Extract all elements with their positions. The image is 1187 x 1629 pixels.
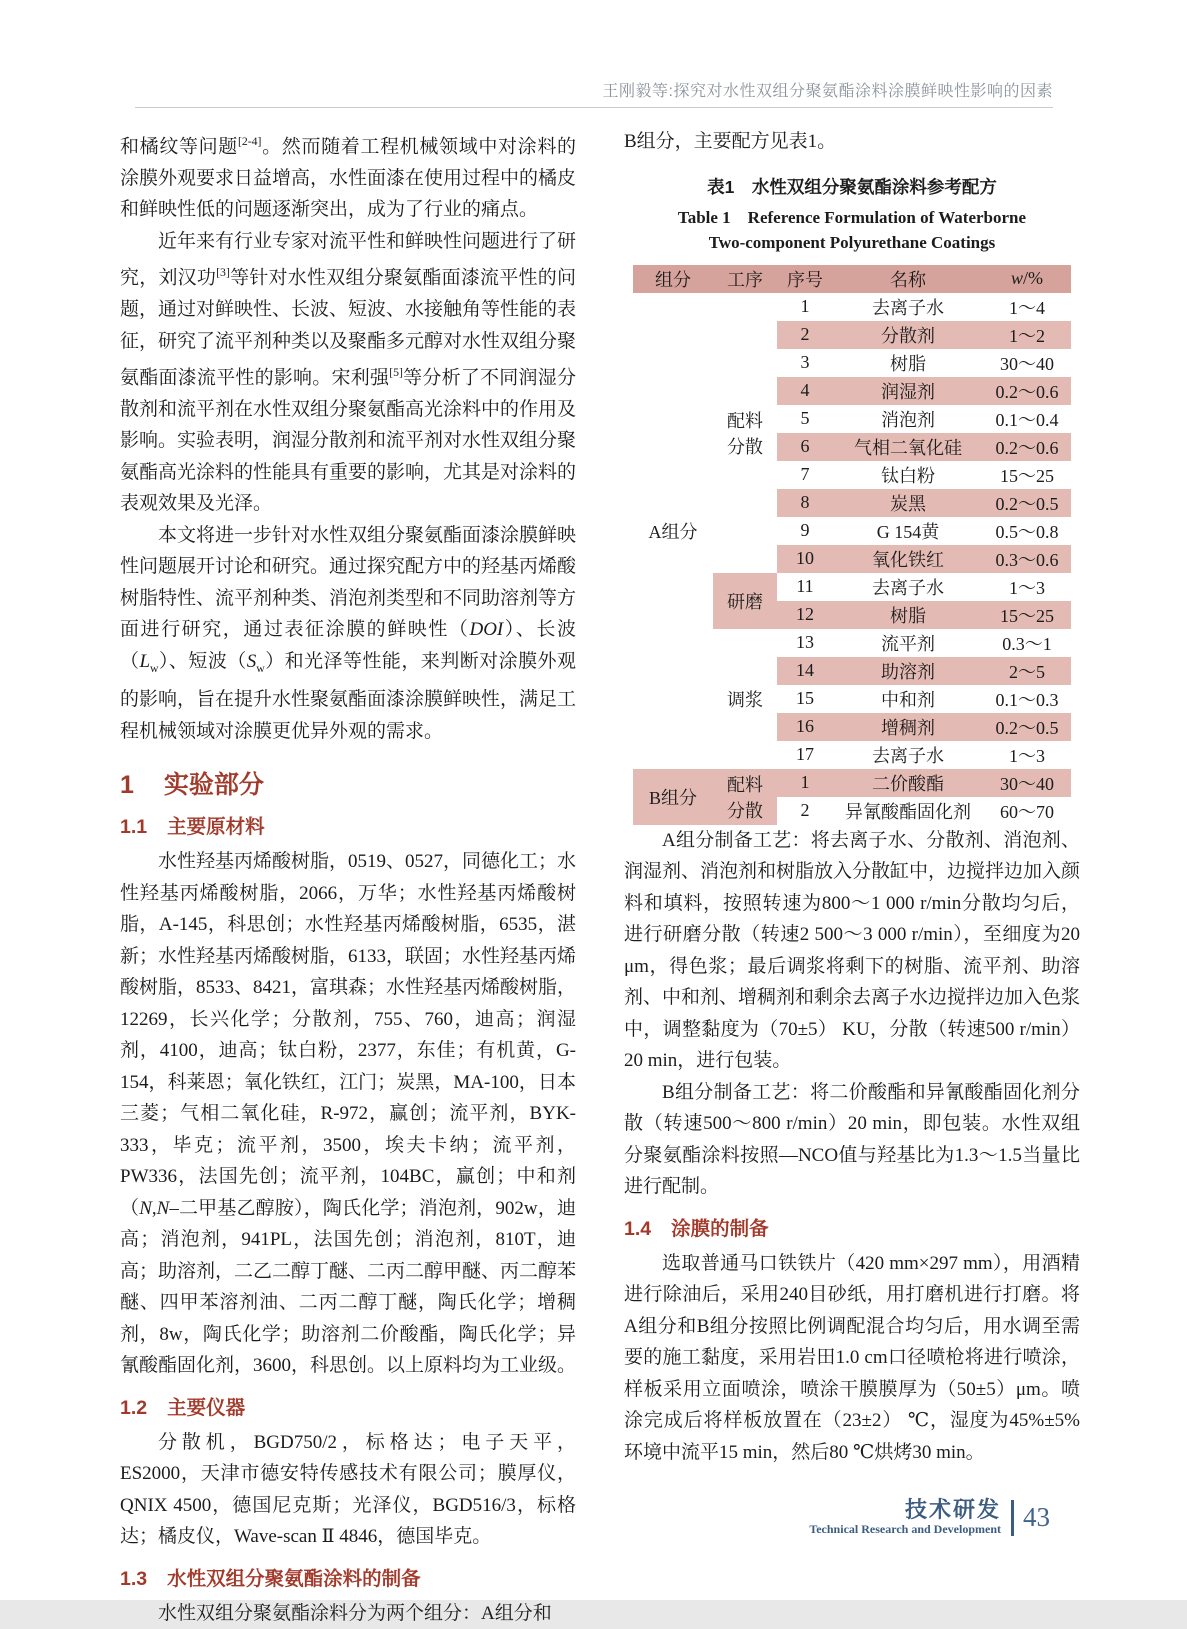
row-name: 树脂 (890, 353, 926, 374)
row-no: 17 (796, 744, 814, 764)
row-name: 消泡剂 (881, 409, 935, 430)
section-1-4-body: 选取普通马口铁铁片（420 mm×297 mm），用酒精进行除油后，采用240目砂纸，用打磨机进行打磨。将A组分和B组分按照比例调配混合均匀后，用水调至需要的施工黏度，采用岩田1.0 cm口径喷枪将进行喷涂，样板采用立面喷涂，喷涂干膜膜厚为（50±5）μm。喷涂完成后将样板放置在（23±2） ℃，湿度为45%±5%环境中流平15 min，然后80 ℃烘烤30 min。 (624, 1252, 1080, 1463)
group-a-cell: A组分 (648, 521, 698, 542)
table-1-caption-en-line1: Table 1 Reference Formulation of Waterborne (677, 207, 1027, 227)
section-1-3-title: 水性双组分聚氨酯涂料的制备 (167, 1567, 421, 1590)
section-1-title: 实验部分 (163, 771, 264, 800)
section-1-4-title: 涂膜的制备 (671, 1217, 769, 1240)
table-row (633, 769, 1071, 797)
row-w: 1～2 (983, 321, 1071, 349)
row-name: 润湿剂 (833, 377, 983, 405)
row-no: 8 (777, 489, 833, 517)
row-no: 15 (796, 688, 814, 708)
row-name: 异氰酸酯固化剂 (845, 801, 971, 822)
row-no: 2 (800, 800, 810, 820)
row-no: 12 (777, 601, 833, 629)
row-name: 去离子水 (872, 577, 944, 598)
section-1-1-title: 主要原材料 (167, 816, 265, 839)
paragraph-continuation: 和橘纹等问题[2-4]。然而随着工程机械领域中对涂料的涂膜外观要求日益增高，水性面漆在使用过程中的橘皮和鲜映性低的问题逐渐突出，成为了行业的痛点。 (120, 135, 577, 221)
right-column (624, 126, 1080, 1629)
row-name: 去离子水 (872, 745, 944, 766)
row-w: 1～3 (1009, 745, 1045, 766)
table-1-block (624, 174, 1080, 825)
col-header-no: 序号 (777, 265, 833, 293)
row-no: 9 (800, 520, 810, 540)
row-w: 0.1～0.3 (995, 689, 1059, 710)
row-no: 7 (800, 464, 810, 484)
row-no: 3 (800, 352, 810, 372)
footer-label-en: Technical Research and Development (809, 1522, 1001, 1536)
page-footer (809, 1498, 1050, 1537)
section-1-1-body: 水性羟基丙烯酸树脂，0519、0527，同德化工；水性羟基丙烯酸树脂，2066，万华；水性羟基丙烯酸树脂，A-145，科思创；水性羟基丙烯酸树脂，6535，湛新；水性羟基丙烯酸树脂，6133，联固；水性羟基丙烯酸树脂，8533、8421，富琪森；水性羟基丙烯酸树脂，12269，长兴化学；分散剂，755、760，迪高；润湿剂，4100，迪高；钛白粉，2377，东佳；有机黄，G-154，科莱恩；氧化铁红，江门；炭黑，MA-100，日本三菱；气相二氧化硅，R-972，赢创；流平剂，BYK-333，毕克；流平剂，3500，埃夫卡纳；流平剂，PW336，法国先创；流平剂，104BC，赢创；中和剂（N,N–二甲基乙醇胺），陶氏化学；消泡剂，902w，迪高；消泡剂，941PL，法国先创；消泡剂，810T，迪高；助溶剂，二乙二醇丁醚、二丙二醇甲醚、丙二醇苯醚、四甲苯溶剂油、二丙二醇丁醚，陶氏化学；增稠剂，8w，陶氏化学；助溶剂二价酸酯，陶氏化学；异氰酸酯固化剂，3600，科思创。以上原料均为工业级。 (120, 851, 577, 1377)
row-name: 分散剂 (833, 321, 983, 349)
row-name: 流平剂 (881, 633, 935, 654)
section-1-2-title: 主要仪器 (167, 1396, 246, 1419)
section-1-4-heading (624, 1213, 1080, 1241)
row-w: 2～5 (983, 657, 1071, 685)
row-name: 炭黑 (833, 489, 983, 517)
table-1-caption-zh: 表1 水性双组分聚氨酯涂料参考配方 (707, 176, 997, 197)
row-w: 15～25 (1000, 465, 1054, 486)
row-name: 钛白粉 (881, 465, 935, 486)
row-w: 1～4 (1009, 297, 1045, 318)
section-1-3-number: 1.3 (120, 1567, 148, 1590)
col-header-component: 组分 (633, 265, 713, 293)
row-w: 1～3 (1009, 577, 1045, 598)
row-w: 0.5～0.8 (995, 521, 1059, 542)
row-no: 16 (777, 713, 833, 741)
paragraph-component-a-process: A组分制备工艺：将去离子水、分散剂、消泡剂、润湿剂、消泡剂和树脂放入分散缸中，边搅拌边加入颜料和填料，按照转速为800～1 000 r/min分散均匀后，进行研磨分散（转速2 500～3 000 r/min），至细度为20 μm，得色浆；最后调浆将剩下的树脂、流平剂、助溶剂、中和剂、增稠剂和剩余去离子水边搅拌边加入色浆中，调整黏度为（70±5） KU，分散（转速500 r/min）20 min，进行包装。 (624, 829, 1081, 1071)
process-peiliao-b-cell: 配料 分散 (713, 769, 777, 825)
page-number: 43 (1023, 1502, 1050, 1532)
section-1-number: 1 (120, 771, 134, 800)
formulation-table (633, 265, 1071, 825)
paragraph-literature-review: 近年来有行业专家对流平性和鲜映性问题进行了研究，刘汉功[3]等针对水性双组分聚氨酯面漆流平性的问题，通过对鲜映性、长波、短波、水接触角等性能的表征，研究了流平剂种类以及聚酯多元醇对水性双组分聚氨酯面漆流平性的影响。宋利强[5]等分析了不同润湿分散剂和流平剂在水性双组分聚氨酯高光涂料中的作用及影响。实验表明，润湿分散剂和流平剂对水性双组分聚氨酯高光涂料的性能具有重要的影响，尤其是对涂料的表观效果及光泽。 (120, 230, 577, 515)
row-w: 15～25 (983, 601, 1071, 629)
section-1-2-number: 1.2 (120, 1396, 148, 1419)
table-row (633, 293, 1071, 321)
table-1-caption-en-line2: Two-component Polyurethane Coatings (708, 232, 996, 252)
footer-divider (1011, 1500, 1014, 1536)
section-1-heading (120, 765, 576, 801)
row-no: 1 (800, 296, 810, 316)
col-header-w: w/% (983, 265, 1071, 293)
col-header-process: 工序 (713, 265, 777, 293)
row-name: 气相二氧化硅 (833, 433, 983, 461)
row-no: 11 (796, 576, 814, 596)
section-1-1-heading (120, 811, 576, 839)
table-header-row (633, 265, 1071, 293)
row-name: G 154黄 (876, 521, 940, 542)
row-name: 树脂 (833, 601, 983, 629)
process-tiaojiang-cell: 调浆 (727, 689, 763, 710)
left-column (120, 126, 576, 1629)
row-name: 助溶剂 (833, 657, 983, 685)
row-no: 2 (777, 321, 833, 349)
process-yanmo-cell: 研磨 (713, 573, 777, 629)
group-b-cell: B组分 (633, 769, 713, 825)
process-peiliao-cell: 配料 分散 (727, 410, 763, 457)
section-1-4-number: 1.4 (624, 1217, 652, 1240)
row-w: 0.1～0.4 (995, 409, 1059, 430)
row-no: 4 (777, 377, 833, 405)
row-w: 0.3～1 (1002, 633, 1052, 654)
row-w: 0.2～0.6 (983, 377, 1071, 405)
footer-label-zh: 技术研发 (904, 1497, 1001, 1522)
section-1-1-number: 1.1 (120, 816, 148, 839)
row-no: 14 (777, 657, 833, 685)
row-no: 6 (777, 433, 833, 461)
row-name: 二价酸酯 (833, 769, 983, 797)
row-w: 0.2～0.6 (983, 433, 1071, 461)
col-header-name: 名称 (833, 265, 983, 293)
footer-section-label (809, 1498, 1001, 1537)
table-1-caption-en (624, 205, 1080, 255)
section-1-3-heading (120, 1563, 576, 1591)
row-no: 13 (796, 632, 814, 652)
row-w: 60～70 (1000, 801, 1054, 822)
row-no: 1 (777, 769, 833, 797)
section-1-3-body: 水性双组分聚氨酯涂料分为两个组分：A组分和 (158, 1602, 552, 1624)
row-w: 30～40 (983, 769, 1071, 797)
section-1-2-body: 分散机，BGD750/2，标格达；电子天平，ES2000，天津市德安特传感技术有限公司；膜厚仪，QNIX 4500，德国尼克斯；光泽仪，BGD516/3，标格达；橘皮仪，Wave-scan Ⅱ 4846，德国毕克。 (120, 1431, 576, 1548)
running-header: 王刚毅等:探究对水性双组分聚氨酯涂料涂膜鲜映性影响的因素 (602, 83, 1053, 100)
row-no: 5 (800, 408, 810, 428)
paragraph-intro-continuation: B组分，主要配方见表1。 (624, 131, 837, 152)
two-column-content (120, 126, 1080, 1629)
row-name: 中和剂 (881, 689, 935, 710)
header-rule (135, 107, 1053, 108)
paragraph-component-b-process: B组分制备工艺：将二价酸酯和异氰酸酯固化剂分散（转速500～800 r/min）20 min，即包装。水性双组分聚氨酯涂料按照—NCO值与羟基比为1.3～1.5当量比进行配制。 (624, 1081, 1080, 1197)
section-1-2-heading (120, 1392, 576, 1420)
row-no: 10 (777, 545, 833, 573)
row-w: 0.3～0.6 (983, 545, 1071, 573)
row-name: 去离子水 (872, 297, 944, 318)
row-w: 0.2～0.5 (983, 713, 1071, 741)
row-w: 0.2～0.5 (983, 489, 1071, 517)
row-w: 30～40 (1000, 353, 1054, 374)
row-name: 氧化铁红 (833, 545, 983, 573)
paragraph-scope: 本文将进一步针对水性双组分聚氨酯面漆涂膜鲜映性问题展开讨论和研究。通过探究配方中的羟基丙烯酸树脂特性、流平剂种类、消泡剂类型和不同助溶剂等方面进行研究，通过表征涂膜的鲜映性（DOI）、长波$(L_w)$、短波$(S_w)$和光泽等性能，来判断对涂膜外观的影响，旨在提升水性聚氨酯面漆涂膜鲜映性，满足工程机械领域对涂膜更优异外观的需求。 (120, 524, 577, 742)
row-name: 增稠剂 (833, 713, 983, 741)
